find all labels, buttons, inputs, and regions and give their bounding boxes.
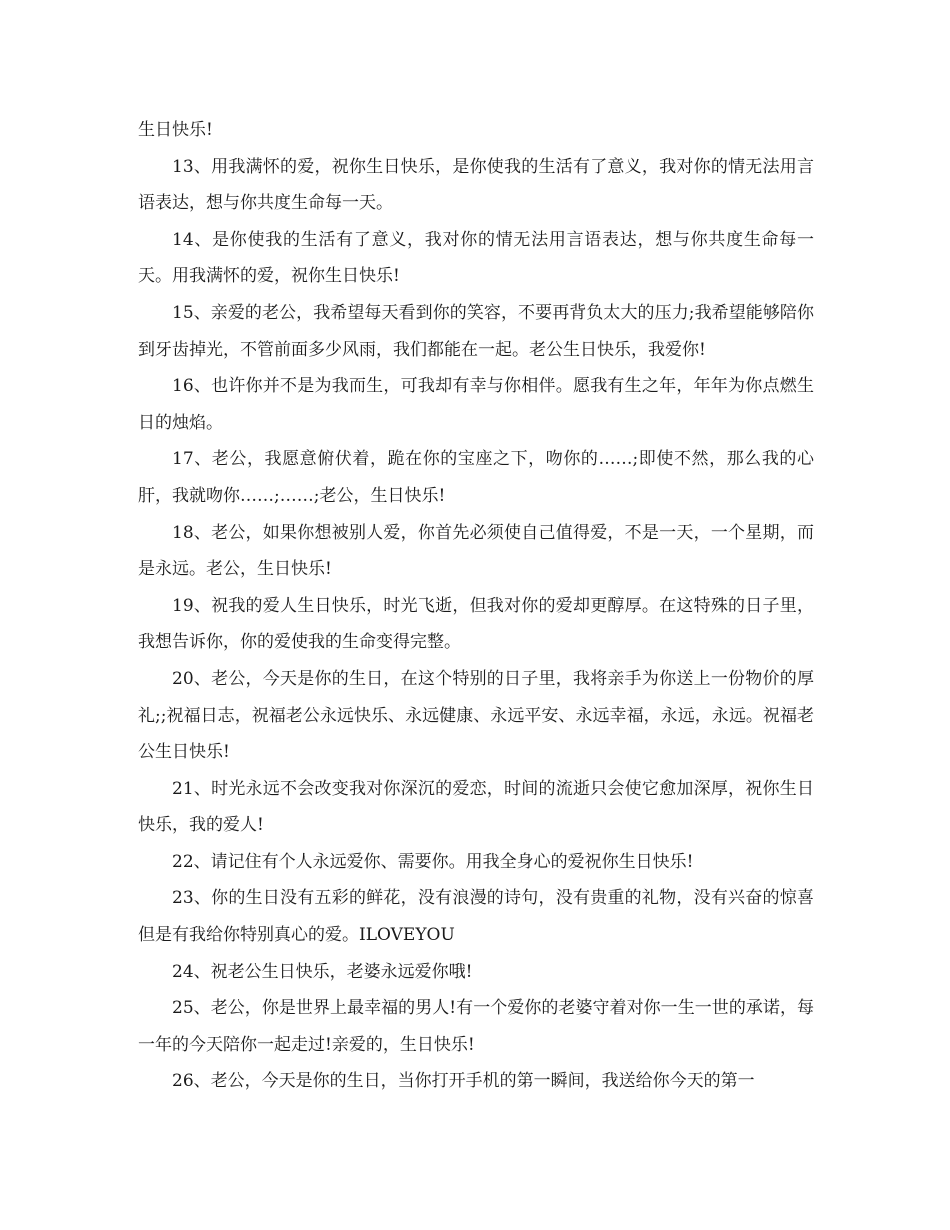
paragraph-26: 26、老公，今天是你的生日，当你打开手机的第一瞬间，我送给你今天的第一 [172, 1071, 755, 1092]
paragraph-17: 17、老公，我愿意俯伏着，跪在你的宝座之下，吻你的……;即使不然，那么我的心肝，我就吻你……;……;老公，生日快乐! [138, 449, 814, 506]
paragraph-18: 18、老公，如果你想被别人爱，你首先必须使自己值得爱，不是一天，一个星期，而是永远。老公，生日快乐! [138, 522, 814, 580]
paragraph-20: 20、老公，今天是你的生日，在这个特别的日子里，我将亲手为你送上一份物价的厚礼;;祝福日志，祝福老公永远快乐、永远健康、永远平安、永远幸福，永远，永远。祝福老公生日快乐! [138, 668, 814, 763]
paragraph-24: 24、祝老公生日快乐，老婆永远爱你哦! [172, 961, 473, 982]
paragraph-13: 13、用我满怀的爱，祝你生日快乐，是你使我的生活有了意义，我对你的情无法用言语表达，想与你共度生命每一天。 [138, 156, 814, 214]
paragraph-14: 14、是你使我的生活有了意义，我对你的情无法用言语表达，想与你共度生命每一天。用我满怀的爱，祝你生日快乐! [138, 229, 814, 287]
paragraph-continuation: 生日快乐! [138, 120, 213, 140]
document-page [138, 112, 814, 1100]
paragraph-22: 22、请记住有个人永远爱你、需要你。用我全身心的爱祝你生日快乐! [172, 851, 694, 872]
paragraph-15: 15、亲爱的老公，我希望每天看到你的笑容，不要再背负太大的压力;我希望能够陪你到牙齿掉光，不管前面多少风雨，我们都能在一起。老公生日快乐，我爱你! [138, 302, 814, 360]
paragraph-19: 19、祝我的爱人生日快乐，时光飞逝，但我对你的爱却更醇厚。在这特殊的日子里，我想告诉你，你的爱使我的生命变得完整。 [138, 595, 814, 653]
paragraph-21: 21、时光永远不会改变我对你深沉的爱恋，时间的流逝只会使它愈加深厚，祝你生日快乐，我的爱人! [138, 778, 814, 836]
paragraph-23: 23、你的生日没有五彩的鲜花，没有浪漫的诗句，没有贵重的礼物，没有兴奋的惊喜但是有我给你特别真心的爱。ILOVEYOU [138, 888, 814, 946]
paragraph-16: 16、也许你并不是为我而生，可我却有幸与你相伴。愿我有生之年，年年为你点燃生日的烛焰。 [138, 376, 814, 433]
paragraph-25: 25、老公，你是世界上最幸福的男人!有一个爱你的老婆守着对你一生一世的承诺，每一年的今天陪你一起走过!亲爱的，生日快乐! [138, 998, 814, 1055]
